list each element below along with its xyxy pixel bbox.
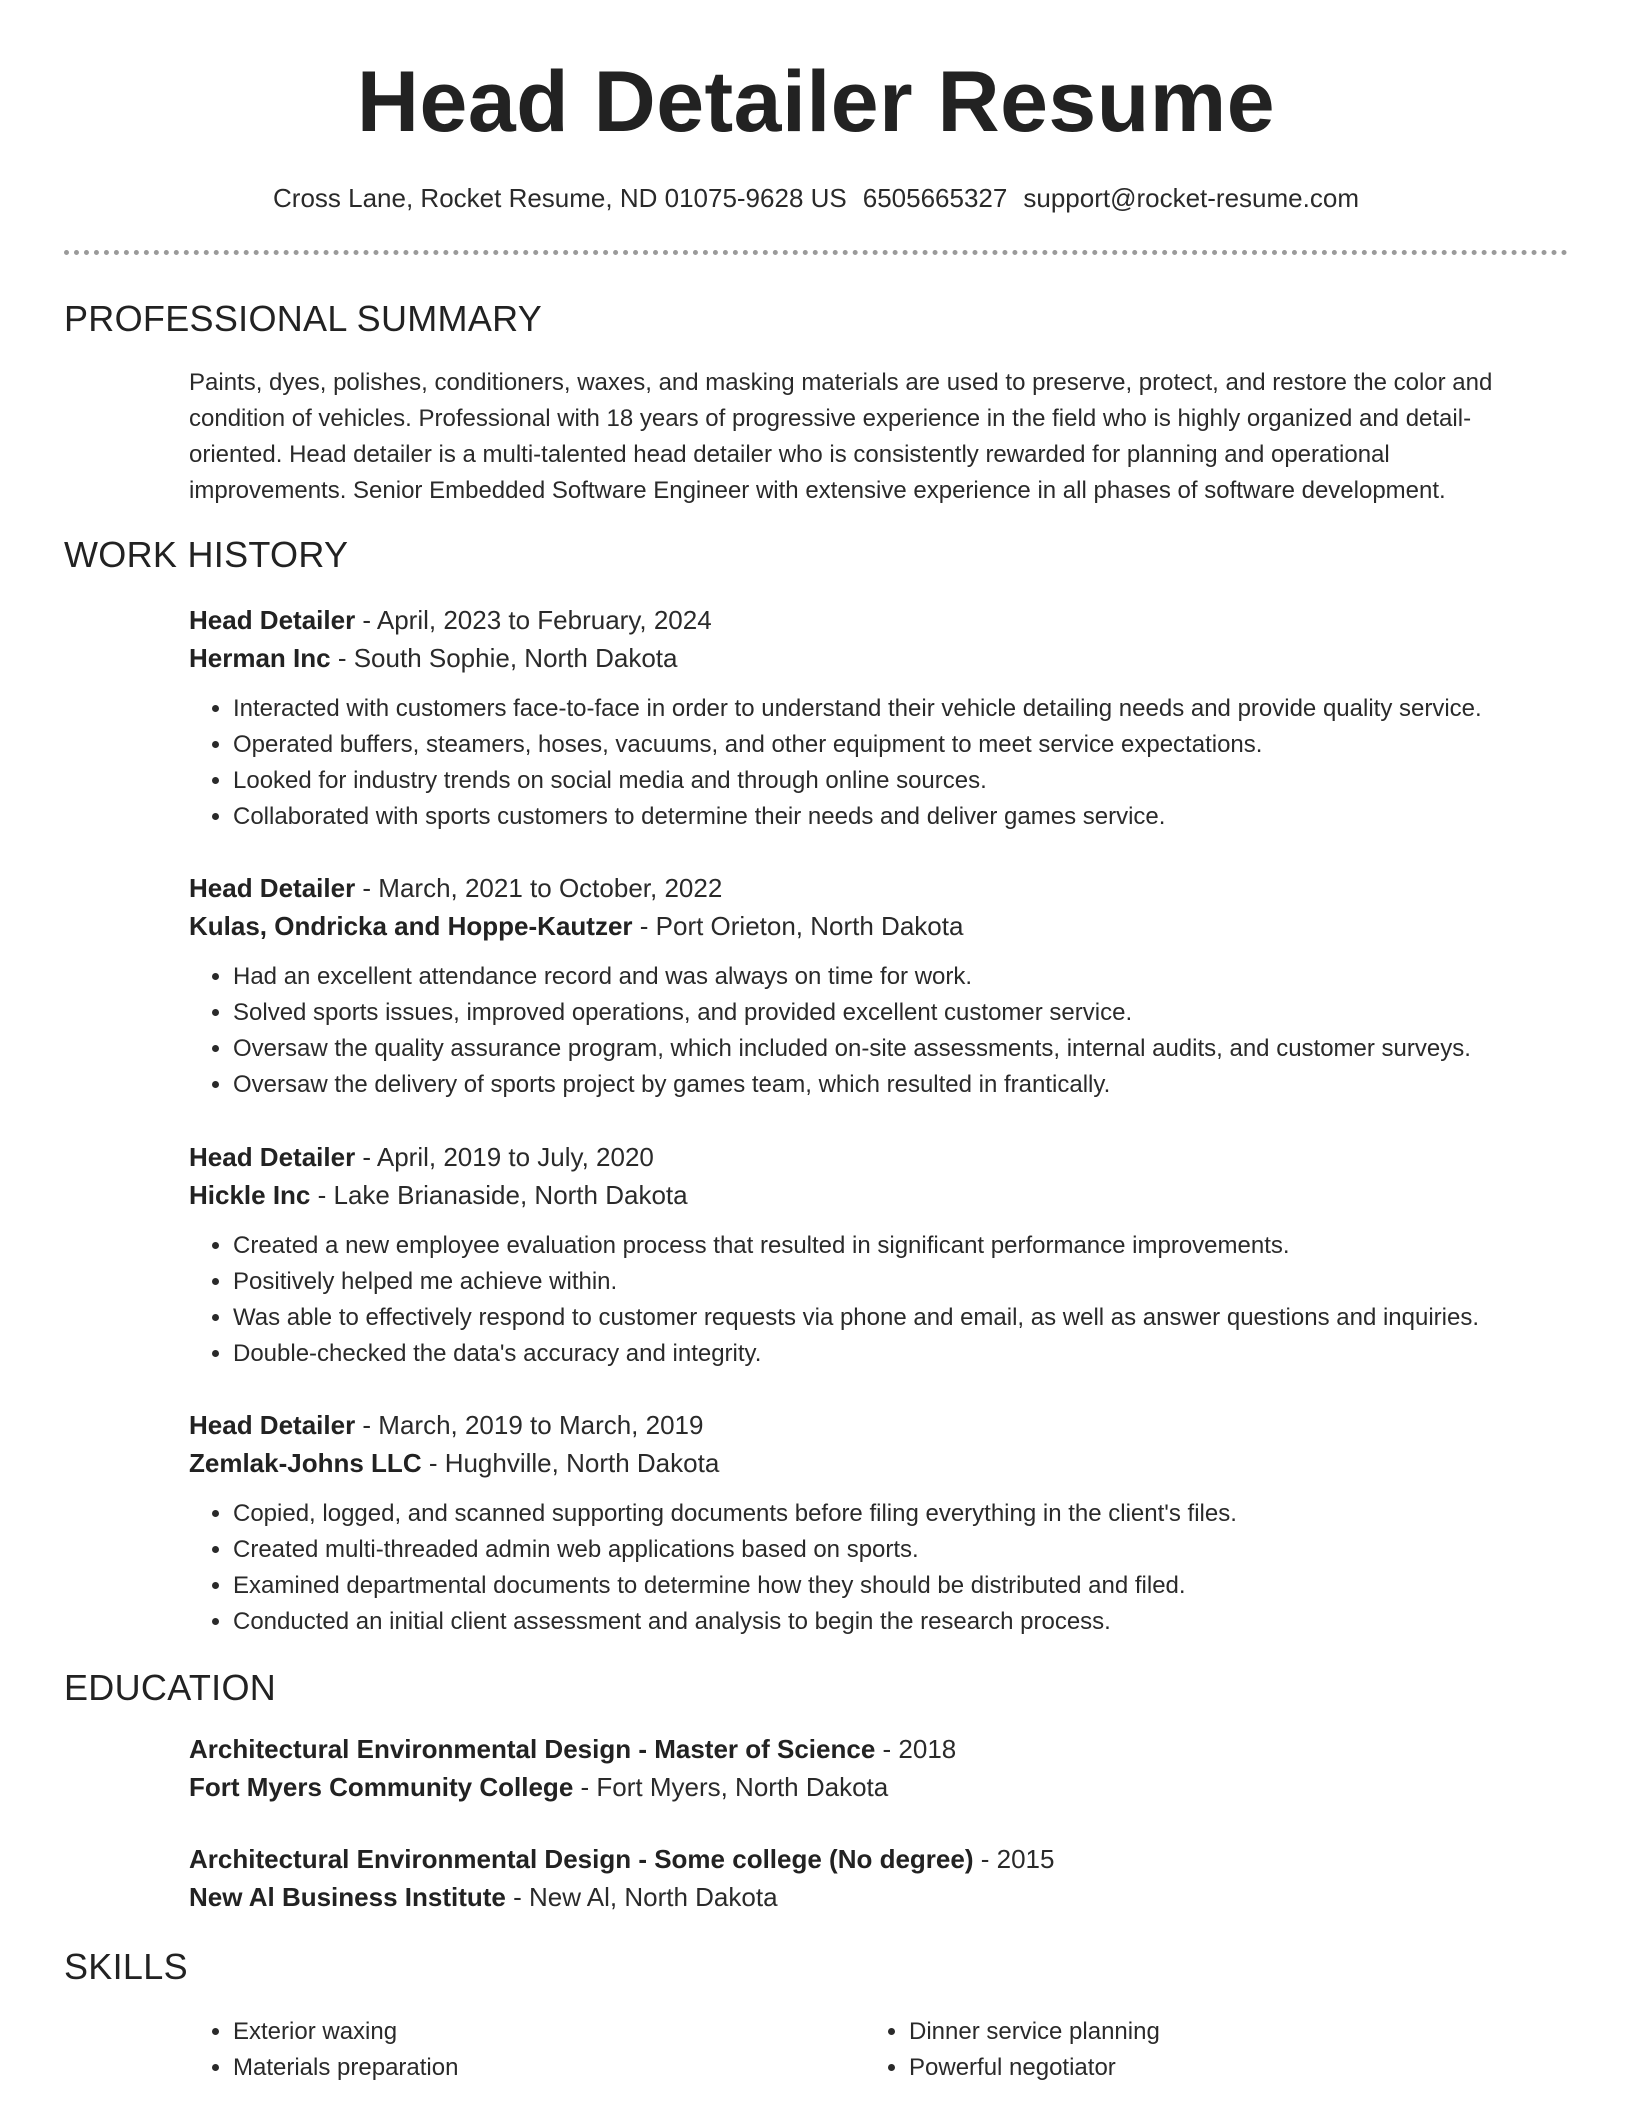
skill-item: • Dinner service planning [909, 2014, 1485, 2050]
job-company-line [189, 907, 1549, 945]
school-line [189, 1878, 1549, 1916]
job-bullets [189, 1496, 1549, 1640]
job-bullet: • Positively helped me achieve within. [233, 1264, 1549, 1300]
job-company-line [189, 1444, 1549, 1482]
summary-block [189, 365, 1549, 509]
job-bullet: • Interacted with customers face-to-face in order to understand their vehicle detailing needs and provide quality service. [233, 691, 1549, 727]
job-location: - South Sophie, North Dakota [330, 643, 678, 673]
job-bullet: • Had an excellent attendance record and was always on time for work. [233, 959, 1549, 995]
section-heading-education: EDUCATION [64, 1667, 277, 1708]
job-title-line [189, 1406, 1549, 1444]
job-bullet: • Conducted an initial client assessment and analysis to begin the research process. [233, 1604, 1549, 1640]
job-bullet: • Operated buffers, steamers, hoses, vacuums, and other equipment to meet service expectations. [233, 727, 1549, 763]
skills-column-left [189, 2014, 809, 2086]
skill-item: • Powerful negotiator [909, 2050, 1485, 2086]
job-title-line [189, 869, 1549, 907]
job-entry [189, 869, 1549, 1103]
job-entry [189, 1406, 1549, 1640]
section-heading-skills: SKILLS [64, 1946, 188, 1987]
skill-item: • Exterior waxing [233, 2014, 809, 2050]
job-bullet: • Examined departmental documents to determine how they should be distributed and filed. [233, 1568, 1549, 1604]
contact-phone: 6505665327 [862, 183, 1008, 213]
degree: Architectural Environmental Design - Master of Science [189, 1734, 876, 1764]
job-location: - Lake Brianaside, North Dakota [310, 1180, 688, 1210]
job-dates: - March, 2019 to March, 2019 [355, 1410, 704, 1440]
degree-year: - 2018 [875, 1734, 957, 1764]
job-company: Hickle Inc [189, 1180, 311, 1210]
education-entry [189, 1840, 1549, 1916]
degree: Architectural Environmental Design - Some college (No degree) [189, 1844, 974, 1874]
job-bullet: • Was able to effectively respond to customer requests via phone and email, as well as answer questions and inquiries. [233, 1300, 1549, 1336]
job-bullet: • Created multi-threaded admin web applications based on sports. [233, 1532, 1549, 1568]
job-bullet: • Created a new employee evaluation process that resulted in significant performance improvements. [233, 1228, 1549, 1264]
job-bullet: • Oversaw the quality assurance program, which included on-site assessments, internal audits, and customer surveys. [233, 1031, 1549, 1067]
job-title-line [189, 1138, 1549, 1176]
degree-year: - 2015 [973, 1844, 1055, 1874]
job-bullet: • Copied, logged, and scanned supporting documents before filing everything in the client's files. [233, 1496, 1549, 1532]
degree-line [189, 1840, 1549, 1878]
job-bullet: • Double-checked the data's accuracy and integrity. [233, 1336, 1549, 1372]
job-bullets [189, 959, 1549, 1103]
job-company: Herman Inc [189, 643, 331, 673]
job-bullet: • Collaborated with sports customers to determine their needs and deliver games service. [233, 799, 1549, 835]
job-company-line [189, 1176, 1549, 1214]
skills-column-right [865, 2014, 1485, 2086]
job-company: Kulas, Ondricka and Hoppe-Kautzer [189, 911, 633, 941]
resume-title: Head Detailer Resume [356, 54, 1276, 150]
job-title: Head Detailer [189, 873, 356, 903]
job-title-line [189, 601, 1549, 639]
job-entry [189, 1138, 1549, 1372]
section-heading-work: WORK HISTORY [64, 534, 349, 575]
job-title: Head Detailer [189, 605, 356, 635]
skills-list [189, 2014, 809, 2086]
school-line [189, 1768, 1549, 1806]
job-entry [189, 601, 1549, 835]
school-location: - New Al, North Dakota [505, 1882, 778, 1912]
job-company-line [189, 639, 1549, 677]
job-location: - Hughville, North Dakota [421, 1448, 720, 1478]
school: New Al Business Institute [189, 1882, 506, 1912]
job-location: - Port Orieton, North Dakota [632, 911, 964, 941]
job-bullet: • Looked for industry trends on social media and through online sources. [233, 763, 1549, 799]
job-company: Zemlak-Johns LLC [189, 1448, 422, 1478]
job-dates: - April, 2023 to February, 2024 [355, 605, 712, 635]
job-dates: - March, 2021 to October, 2022 [355, 873, 723, 903]
job-bullet: • Solved sports issues, improved operations, and provided excellent customer service. [233, 995, 1549, 1031]
contact-address: Cross Lane, Rocket Resume, ND 01075-9628 US [273, 183, 847, 213]
job-bullets [189, 691, 1549, 835]
job-dates: - April, 2019 to July, 2020 [355, 1142, 654, 1172]
job-bullets [189, 1228, 1549, 1372]
degree-line [189, 1730, 1549, 1768]
job-title: Head Detailer [189, 1142, 356, 1172]
skill-item: • Materials preparation [233, 2050, 809, 2086]
skills-list [865, 2014, 1485, 2086]
job-title: Head Detailer [189, 1410, 356, 1440]
school: Fort Myers Community College [189, 1772, 574, 1802]
school-location: - Fort Myers, North Dakota [573, 1772, 889, 1802]
contact-email: support@rocket-resume.com [1023, 183, 1359, 213]
summary-text: Paints, dyes, polishes, conditioners, waxes, and masking materials are used to preserve, protect, and restore the color and condition of vehicles. Professional with 18 years of progressive experience in the field who is highly organized and detail-oriented. Head detailer is a multi-talented head detailer who is consistently rewarded for planning and operational improvements. Senior Embedded Software Engineer with extensive experience in all phases of software development. [189, 369, 1493, 504]
contact-line [0, 180, 1632, 216]
education-entry [189, 1730, 1549, 1806]
header-divider [64, 250, 1568, 255]
section-heading-summary: PROFESSIONAL SUMMARY [64, 298, 543, 339]
job-bullet: • Oversaw the delivery of sports project by games team, which resulted in frantically. [233, 1067, 1549, 1103]
